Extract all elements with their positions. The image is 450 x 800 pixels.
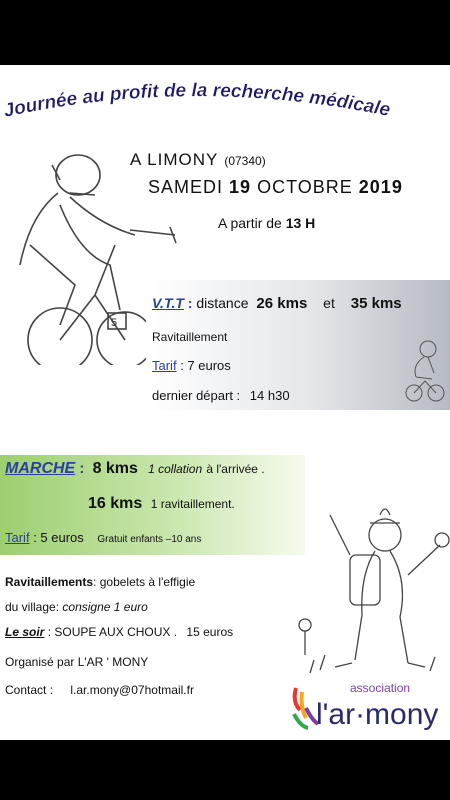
info-organise: Organisé par L'AR ' MONY — [5, 655, 149, 669]
marche-tarif-value: : 5 euros — [33, 530, 84, 545]
location-prefix: A — [130, 150, 142, 169]
marche-distance-2: 16 kms — [88, 495, 143, 512]
vtt-tarif — [152, 358, 231, 373]
info-contact — [5, 683, 194, 697]
title-text: Journée au profit de la recherche médicale — [1, 80, 393, 122]
vtt-last-departure-time: 14 h30 — [249, 388, 290, 403]
vtt-last-departure — [152, 388, 290, 403]
vtt-tarif-value: : 7 euros — [180, 358, 231, 373]
vtt-label: V.T.T — [152, 295, 184, 311]
marche-ravito: 1 ravitaillement. — [150, 497, 235, 511]
start-time-text: A partir de — [218, 215, 282, 231]
logo-small-text: association — [350, 681, 411, 695]
info-village-label: du village: — [5, 600, 60, 614]
marche-line-1: MARCHE : 8 kms 1 collation à l'arrivée . — [5, 460, 265, 477]
vtt-distance-1: 26 kms — [256, 295, 308, 312]
date-day: 19 — [229, 177, 252, 197]
marche-collation-rest: à l'arrivée . — [206, 462, 265, 476]
hiker-illustration — [290, 495, 450, 680]
logo-name: l'ar·mony — [316, 698, 439, 731]
association-logo — [290, 680, 448, 735]
info-soir-price: 15 euros — [186, 625, 234, 639]
vtt-last-departure-label: dernier départ : — [152, 388, 241, 403]
info-village — [5, 600, 148, 614]
vtt-supply: Ravitaillement — [152, 330, 228, 344]
vtt-and: et — [323, 295, 335, 311]
marche-distance-1: 8 kms — [92, 460, 138, 477]
info-ravito-label: Ravitaillements — [5, 575, 94, 589]
location — [130, 150, 266, 170]
vtt-line: V.T.T : distance 26 kms et 35 kms — [152, 295, 402, 312]
vtt-distance-label: distance — [196, 295, 249, 311]
info-soir-label: Le soir — [5, 625, 45, 639]
svg-text:5: 5 — [111, 317, 118, 329]
date-month: OCTOBRE — [257, 177, 353, 197]
marche-line-2 — [88, 495, 235, 513]
location-town: LIMONY — [147, 150, 219, 169]
info-contact-label: Contact : — [5, 683, 54, 697]
start-time-value: 13 H — [285, 215, 316, 231]
marche-free: Gratuit enfants –10 ans — [97, 534, 202, 545]
vtt-distance-2: 35 kms — [350, 295, 402, 312]
marche-tarif-label: Tarif — [5, 530, 30, 545]
small-cyclist-illustration — [402, 335, 448, 405]
marche-tarif — [5, 530, 201, 545]
marche-collation: 1 collation — [148, 462, 203, 476]
vtt-tarif-label: Tarif — [152, 358, 177, 373]
date-day-name: SAMEDI — [148, 177, 224, 197]
start-time — [218, 215, 315, 231]
info-contact-email: l.ar.mony@07hotmail.fr — [70, 683, 194, 697]
event-date — [148, 177, 403, 198]
info-consigne: consigne 1 euro — [62, 600, 148, 614]
info-soir-text: : SOUPE AUX CHOUX . — [47, 625, 178, 639]
date-year: 2019 — [358, 177, 403, 197]
info-ravito — [5, 575, 195, 589]
marche-label: MARCHE — [5, 460, 76, 477]
svg-text:Journée au profit de la recher — [2, 80, 393, 122]
info-ravito-text: : gobelets à l'effigie — [93, 575, 196, 589]
location-code: (07340) — [224, 154, 266, 168]
poster — [0, 65, 450, 740]
info-soir — [5, 625, 233, 639]
